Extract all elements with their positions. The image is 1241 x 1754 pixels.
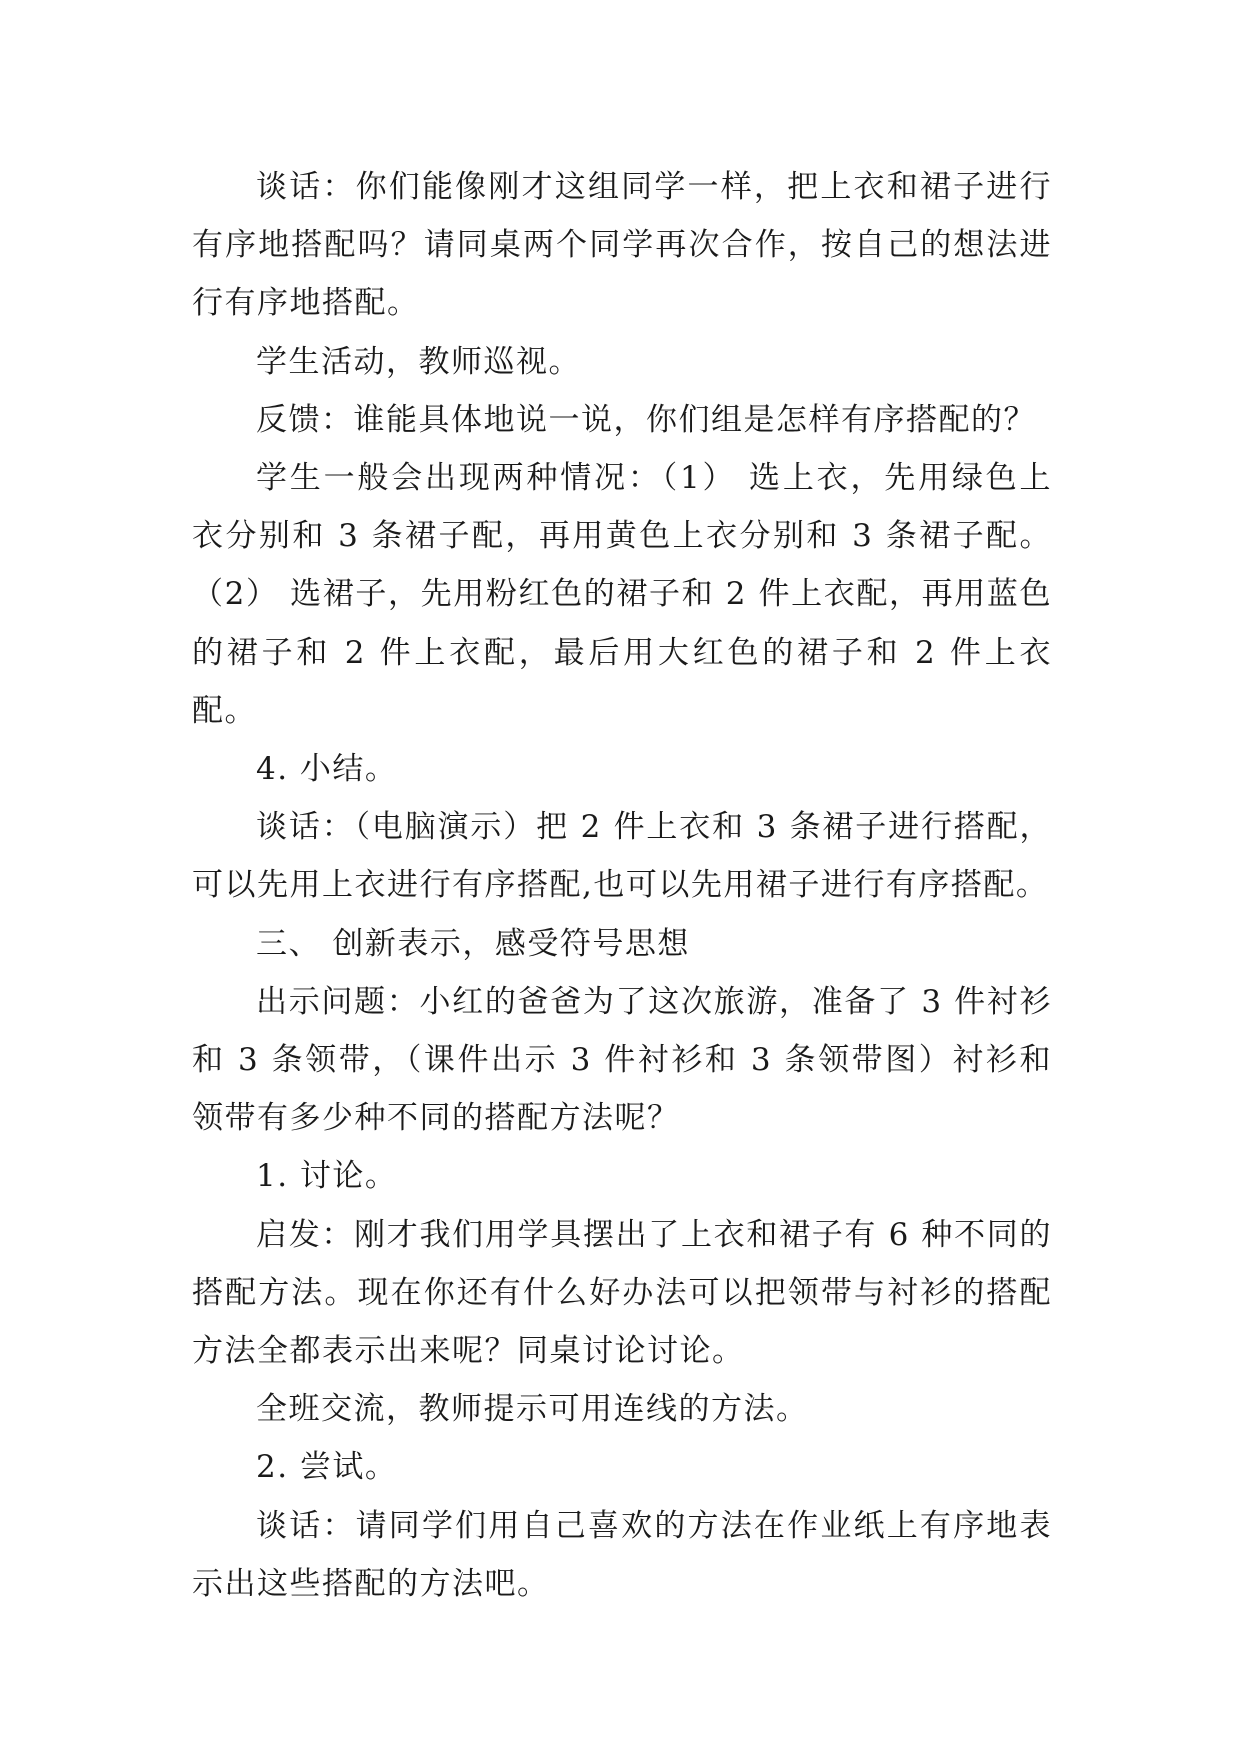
paragraph-3: 反馈：谁能具体地说一说，你们组是怎样有序搭配的？ — [256, 401, 1036, 438]
paragraph-5: 4. 小结。 — [256, 751, 398, 788]
paragraph-13: 谈话：请同学们用自己喜欢的方法在作业纸上有序地表示出这些搭配的方法吧。 — [192, 1507, 1052, 1602]
paragraph-10: 启发：刚才我们用学具摆出了上衣和裙子有 6 种不同的搭配方法。现在你还有什么好办法可以把领带与衬衫的搭配方法全都表示出来呢？同桌讨论讨论。 — [192, 1216, 1052, 1370]
paragraph-9: 1. 讨论。 — [256, 1158, 398, 1195]
document-body — [192, 158, 1052, 1613]
paragraph-2: 学生活动，教师巡视。 — [256, 343, 581, 380]
paragraph-6: 谈话：（电脑演示）把 2 件上衣和 3 条裙子进行搭配，可以先用上衣进行有序搭配,也可以先用裙子进行有序搭配。 — [192, 809, 1052, 904]
paragraph-1: 谈话：你们能像刚才这组同学一样，把上衣和裙子进行有序地搭配吗？请同桌两个同学再次合作，按自己的想法进行有序地搭配。 — [192, 169, 1052, 322]
paragraph-8: 出示问题：小红的爸爸为了这次旅游，准备了 3 件衬衫和 3 条领带，（课件出示 3 件衬衫和 3 条领带图）衬衫和领带有多少种不同的搭配方法呢？ — [192, 983, 1052, 1137]
section-heading: 三、 创新表示，感受符号思想 — [256, 925, 690, 962]
paragraph-4: 学生一般会出现两种情况：（1） 选上衣，先用绿色上衣分别和 3 条裙子配，再用黄色上衣分别和 3 条裙子配。（2） 选裙子，先用粉红色的裙子和 2 件上衣配，再用蓝色的裙子和 2 件上衣配，最后用大红色的裙子和 2 件上衣配。 — [192, 460, 1052, 729]
paragraph-12: 2. 尝试。 — [256, 1449, 398, 1486]
paragraph-11: 全班交流，教师提示可用连线的方法。 — [256, 1391, 809, 1428]
